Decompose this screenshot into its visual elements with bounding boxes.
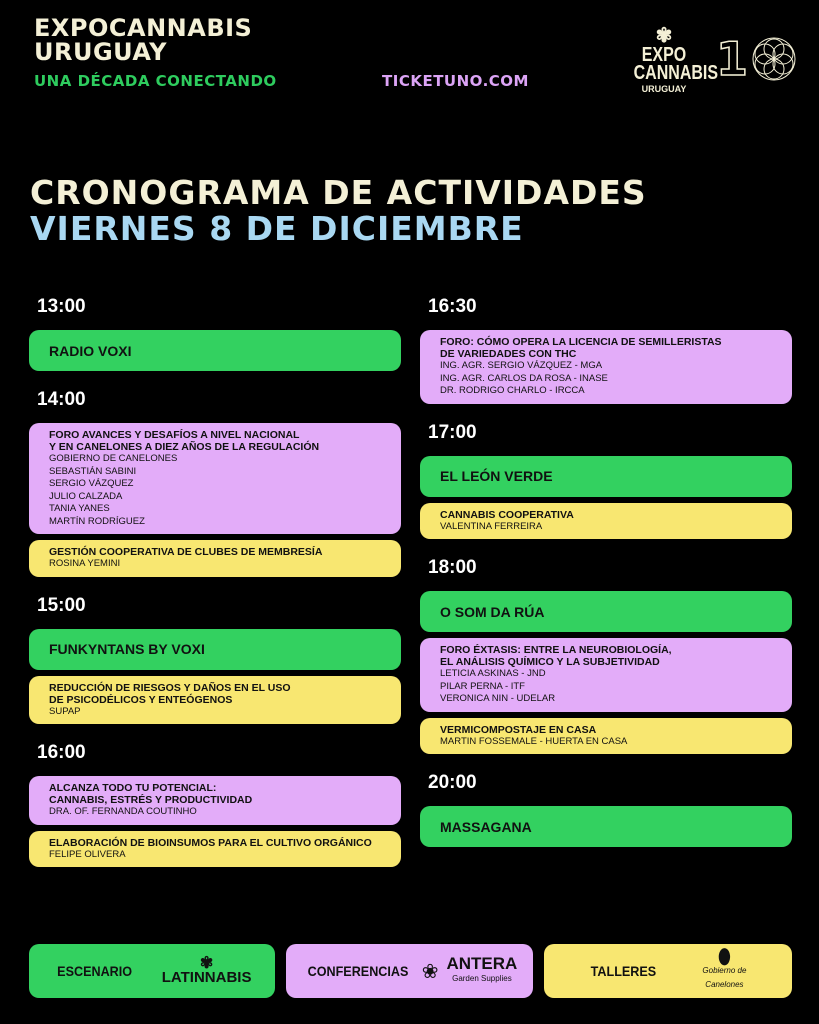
sponsor-name: LATINNABIS bbox=[161, 969, 252, 986]
legend-label: CONFERENCIAS bbox=[307, 963, 409, 979]
legend-escenario bbox=[29, 944, 275, 998]
page-date: VIERNES 8 DE DICIEMBRE bbox=[30, 209, 524, 248]
event-title: O SOM DA RÚA bbox=[440, 603, 545, 620]
event-card-conferencias bbox=[420, 330, 792, 404]
leaf-icon: ✾ bbox=[199, 955, 214, 972]
event-title: GESTIÓN COOPERATIVA DE CLUBES DE MEMBRESÍA bbox=[49, 546, 323, 558]
ticket-site-link[interactable]: TICKETUNO.COM bbox=[382, 72, 529, 90]
legend-conferencias bbox=[286, 944, 533, 998]
flower-of-life-icon bbox=[752, 37, 796, 81]
time-slot-label: 20:00 bbox=[428, 772, 477, 793]
event-card-conferencias bbox=[29, 776, 401, 825]
sponsor-name: ANTERA bbox=[446, 953, 518, 973]
event-title: CANNABIS COOPERATIVA bbox=[440, 508, 574, 521]
event-speakers: LETICIA ASKINAS - JND PILAR PERNA - ITF VERONICA NIN - UDELAR bbox=[440, 668, 556, 704]
antera-logo bbox=[446, 953, 518, 986]
event-speakers: SUPAP bbox=[49, 705, 81, 717]
event-title: RADIO VOXI bbox=[49, 342, 132, 359]
event-title: ELABORACIÓN DE BIOINSUMOS PARA EL CULTIVO ORGÁNICO bbox=[49, 836, 372, 849]
schedule-right-column bbox=[420, 284, 792, 853]
page-title: CRONOGRAMA DE ACTIVIDADES bbox=[30, 173, 647, 212]
sponsor-name: Gobierno de Canelones bbox=[702, 966, 747, 989]
event-title: VERMICOMPOSTAJE EN CASA bbox=[440, 723, 597, 736]
time-slot-label: 14:00 bbox=[37, 389, 86, 410]
event-card-talleres bbox=[29, 540, 401, 577]
legend-label: ESCENARIO bbox=[56, 963, 132, 979]
event-speakers: VALENTINA FERREIRA bbox=[440, 520, 543, 532]
event-card-escenario bbox=[420, 591, 792, 632]
event-card-escenario bbox=[420, 806, 792, 847]
event-title: ALCANZA TODO TU POTENCIAL: CANNABIS, ESTRÉS Y PRODUCTIVIDAD bbox=[49, 782, 253, 806]
logo-text: URUGUAY bbox=[641, 84, 687, 94]
event-card-talleres bbox=[29, 676, 401, 725]
event-card-talleres bbox=[420, 718, 792, 755]
event-card-conferencias bbox=[29, 423, 401, 534]
event-title: MASSAGANA bbox=[440, 818, 532, 835]
sponsor-subtitle: Garden Supplies bbox=[452, 973, 512, 983]
anniversary-10-logo bbox=[716, 32, 796, 86]
time-slot-label: 15:00 bbox=[37, 594, 86, 616]
time-slot-label: 16:30 bbox=[428, 296, 477, 317]
legend-talleres bbox=[544, 944, 792, 998]
event-title bbox=[34, 16, 252, 64]
event-card-conferencias bbox=[420, 638, 792, 712]
event-speakers: MARTIN FOSSEMALE - HUERTA EN CASA bbox=[440, 735, 628, 747]
event-title: FORO AVANCES Y DESAFÍOS A NIVEL NACIONAL Y EN CANELONES A DIEZ AÑOS DE LA REGULACIÓN bbox=[49, 429, 320, 453]
legend-label: TALLERES bbox=[590, 963, 656, 979]
expocannabis-logo bbox=[626, 25, 719, 94]
event-title: EL LEÓN VERDE bbox=[440, 468, 553, 484]
event-card-escenario bbox=[420, 456, 792, 497]
logo-text: CANNABIS bbox=[633, 62, 719, 84]
latinnabis-logo bbox=[162, 957, 252, 985]
gobierno-canelones-logo bbox=[699, 946, 749, 992]
event-speakers: DRA. OF. FERNANDA COUTINHO bbox=[49, 806, 197, 817]
event-speakers: ROSINA YEMINI bbox=[49, 558, 121, 569]
event-speakers: GOBIERNO DE CANELONES SEBASTIÁN SABINI SERGIO VÁZQUEZ JULIO CALZADA TANIA YANES MARTÍN RODRÍGUEZ bbox=[49, 453, 178, 527]
event-card-talleres bbox=[420, 503, 792, 540]
event-title: REDUCCIÓN DE RIESGOS Y DAÑOS EN EL USO DE PSICODÉLICOS Y ENTEÓGENOS bbox=[49, 681, 291, 706]
schedule-left-column bbox=[29, 284, 401, 873]
time-slot-label: 16:00 bbox=[37, 742, 86, 763]
anniversary-number: 1 bbox=[716, 32, 749, 86]
cannabis-leaf-icon: ✾ bbox=[655, 25, 673, 47]
event-title: FORO ÉXTASIS: ENTRE LA NEUROBIOLOGÍA, EL ANÁLISIS QUÍMICO Y LA SUBJETIVIDAD bbox=[440, 644, 672, 668]
antera-flower-icon: ❀ bbox=[421, 960, 439, 983]
event-title-line2: URUGUAY bbox=[34, 38, 168, 66]
event-speakers: ING. AGR. SERGIO VÁZQUEZ - MGA ING. AGR. CARLOS DA ROSA - INASE DR. RODRIGO CHARLO - IRCCA bbox=[440, 360, 608, 396]
event-title: FORO: CÓMO OPERA LA LICENCIA DE SEMILLERISTAS DE VARIEDADES CON THC bbox=[440, 336, 722, 360]
event-title-line1: EXPOCANNABIS bbox=[34, 14, 253, 42]
event-subtitle: UNA DÉCADA CONECTANDO bbox=[34, 72, 277, 90]
event-card-talleres bbox=[29, 831, 401, 868]
event-card-escenario bbox=[29, 629, 401, 670]
event-card-escenario bbox=[29, 330, 401, 371]
event-speakers: FELIPE OLIVERA bbox=[49, 848, 126, 860]
event-title: FUNKYNTANS BY VOXI bbox=[49, 641, 205, 657]
logo-text: EXPO bbox=[641, 44, 687, 66]
time-slot-label: 17:00 bbox=[428, 421, 477, 443]
canelones-emblem-icon: ⬮ bbox=[718, 946, 731, 968]
time-slot-label: 18:00 bbox=[428, 557, 477, 578]
time-slot-label: 13:00 bbox=[37, 296, 86, 317]
